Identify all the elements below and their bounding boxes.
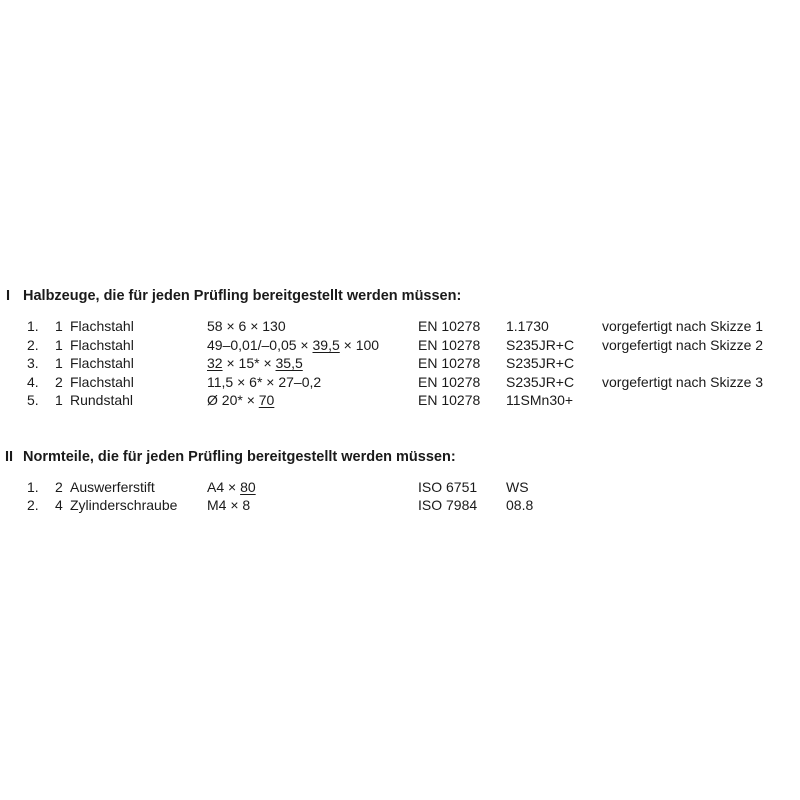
item-material: S235JR+C (506, 355, 575, 371)
dimension-underlined: 35,5 (275, 355, 303, 371)
item-standard: EN 10278 (418, 318, 481, 334)
item-quantity: 2 (55, 479, 63, 495)
item-name: Flachstahl (70, 318, 134, 334)
item-material: S235JR+C (506, 336, 575, 353)
item-number: 3. (27, 355, 39, 371)
item-name: Flachstahl (70, 336, 134, 353)
item-name: Flachstahl (70, 355, 134, 371)
section-numeral: II (5, 449, 14, 465)
item-dimensions (207, 318, 286, 334)
list-item (0, 392, 800, 410)
dimension-text: Ø 20* × (207, 392, 259, 408)
dimension-text: A4 × (207, 479, 241, 495)
section-title: Normteile, die für jeden Prüfling bereitgestellt werden müssen: (23, 449, 456, 465)
item-name: Zylinderschraube (70, 497, 178, 513)
item-standard: ISO 6751 (418, 479, 478, 495)
item-quantity: 2 (55, 373, 63, 390)
dimension-text: × 15* × (222, 355, 276, 371)
item-material: WS (506, 479, 529, 495)
list-item (0, 374, 800, 392)
list-item (0, 337, 800, 355)
dimension-text: M4 × 8 (207, 497, 251, 513)
dimension-underlined: 32 (207, 355, 223, 371)
dimension-underlined: 80 (240, 479, 256, 495)
dimension-underlined: 70 (258, 392, 275, 408)
item-number: 2. (27, 336, 39, 353)
item-quantity: 1 (55, 392, 63, 408)
item-name: Rundstahl (70, 392, 134, 408)
dimension-text: 58 × 6 × 130 (207, 318, 286, 334)
item-number: 4. (27, 373, 39, 390)
item-number: 5. (27, 392, 39, 408)
item-standard: EN 10278 (418, 355, 481, 371)
item-dimensions (207, 337, 379, 353)
item-material: 08.8 (506, 497, 534, 513)
item-standard: ISO 7984 (418, 497, 478, 513)
item-quantity: 1 (55, 318, 63, 334)
item-quantity: 1 (55, 336, 63, 353)
dimension-text: 49–0,01/–0,05 × (207, 336, 313, 353)
item-dimensions (207, 374, 321, 390)
list-item (0, 318, 800, 336)
item-note: vorgefertigt nach Skizze 2 (602, 336, 764, 353)
item-name: Auswerferstift (70, 479, 155, 495)
section-title: Halbzeuge, die für jeden Prüfling bereitgestellt werden müssen: (23, 288, 462, 304)
item-number: 1. (27, 479, 39, 495)
item-note: vorgefertigt nach Skizze 3 (602, 373, 764, 390)
item-material: 11SMn30+ (506, 392, 574, 408)
item-standard: EN 10278 (418, 392, 481, 408)
dimension-text: 11,5 × 6* × 27–0,2 (207, 373, 322, 390)
item-quantity: 1 (55, 355, 63, 371)
item-note: vorgefertigt nach Skizze 1 (602, 318, 764, 334)
list-item (0, 479, 800, 497)
item-material: 1.1730 (506, 318, 549, 334)
item-number: 2. (27, 497, 39, 513)
dimension-text: × 100 (339, 336, 380, 353)
list-item (0, 497, 800, 515)
item-quantity: 4 (55, 497, 63, 513)
item-standard: EN 10278 (418, 373, 481, 390)
item-number: 1. (27, 318, 39, 334)
section-numeral: I (6, 288, 11, 304)
item-name: Flachstahl (70, 373, 134, 390)
item-standard: EN 10278 (418, 336, 481, 353)
item-dimensions (207, 497, 250, 513)
item-dimensions (207, 392, 274, 408)
list-item (0, 355, 800, 373)
dimension-underlined: 39,5 (312, 336, 340, 353)
item-dimensions (207, 479, 256, 495)
item-dimensions (207, 355, 303, 371)
item-material: S235JR+C (506, 373, 575, 390)
